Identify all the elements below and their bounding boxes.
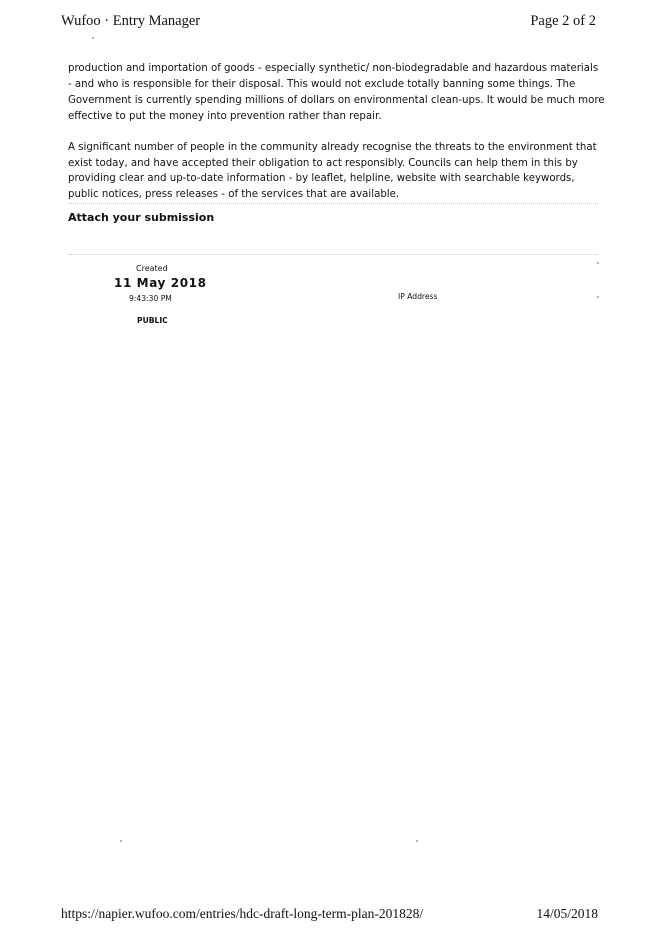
text-line: production and importation of goods - especially synthetic/ non-biodegradable and hazardous materials [68, 63, 599, 74]
page-number: Page 2 of 2 [530, 13, 596, 29]
visibility-label: PUBLIC [137, 316, 168, 325]
scan-speck [120, 840, 122, 842]
footer-url: https://napier.wufoo.com/entries/hdc-draft-long-term-plan-201828/ [61, 906, 424, 921]
page-footer [0, 900, 656, 930]
text-line: providing clear and up-to-date information - by leaflet, helpline, website with searchable keywords, [68, 173, 575, 185]
footer-date: 14/05/2018 [536, 906, 598, 921]
section-divider [68, 203, 598, 204]
scan-speck [597, 296, 599, 298]
scan-speck [597, 262, 599, 264]
ip-address-label: IP Address [398, 292, 438, 301]
scan-speck [92, 37, 94, 39]
scan-speck [416, 840, 418, 842]
created-time: 9:43:30 PM [129, 294, 172, 303]
paragraph [68, 61, 605, 125]
submission-text [68, 61, 605, 203]
text-line: exist today, and have accepted their obligation to act responsibly. Councils can help them in this by [68, 157, 578, 169]
text-line: Government is currently spending millions of dollars on environmental clean-ups. It would be much more [68, 94, 605, 106]
attach-submission-heading: Attach your submission [68, 211, 215, 224]
header-title: Wufoo · Entry Manager [61, 13, 201, 29]
text-line: - and who is responsible for their disposal. This would not exclude totally banning some things. The [68, 78, 576, 90]
section-divider [68, 254, 598, 255]
text-line: effective to put the money into prevention rather than repair. [68, 110, 382, 122]
page-header [0, 0, 656, 40]
created-label: Created [136, 264, 168, 273]
text-line: A significant number of people in the community already recognise the threats to the environment that [68, 141, 597, 153]
paragraph [68, 140, 598, 204]
text-line: public notices, press releases - of the services that are available. [68, 189, 400, 201]
created-date: 11 May 2018 [114, 276, 207, 290]
